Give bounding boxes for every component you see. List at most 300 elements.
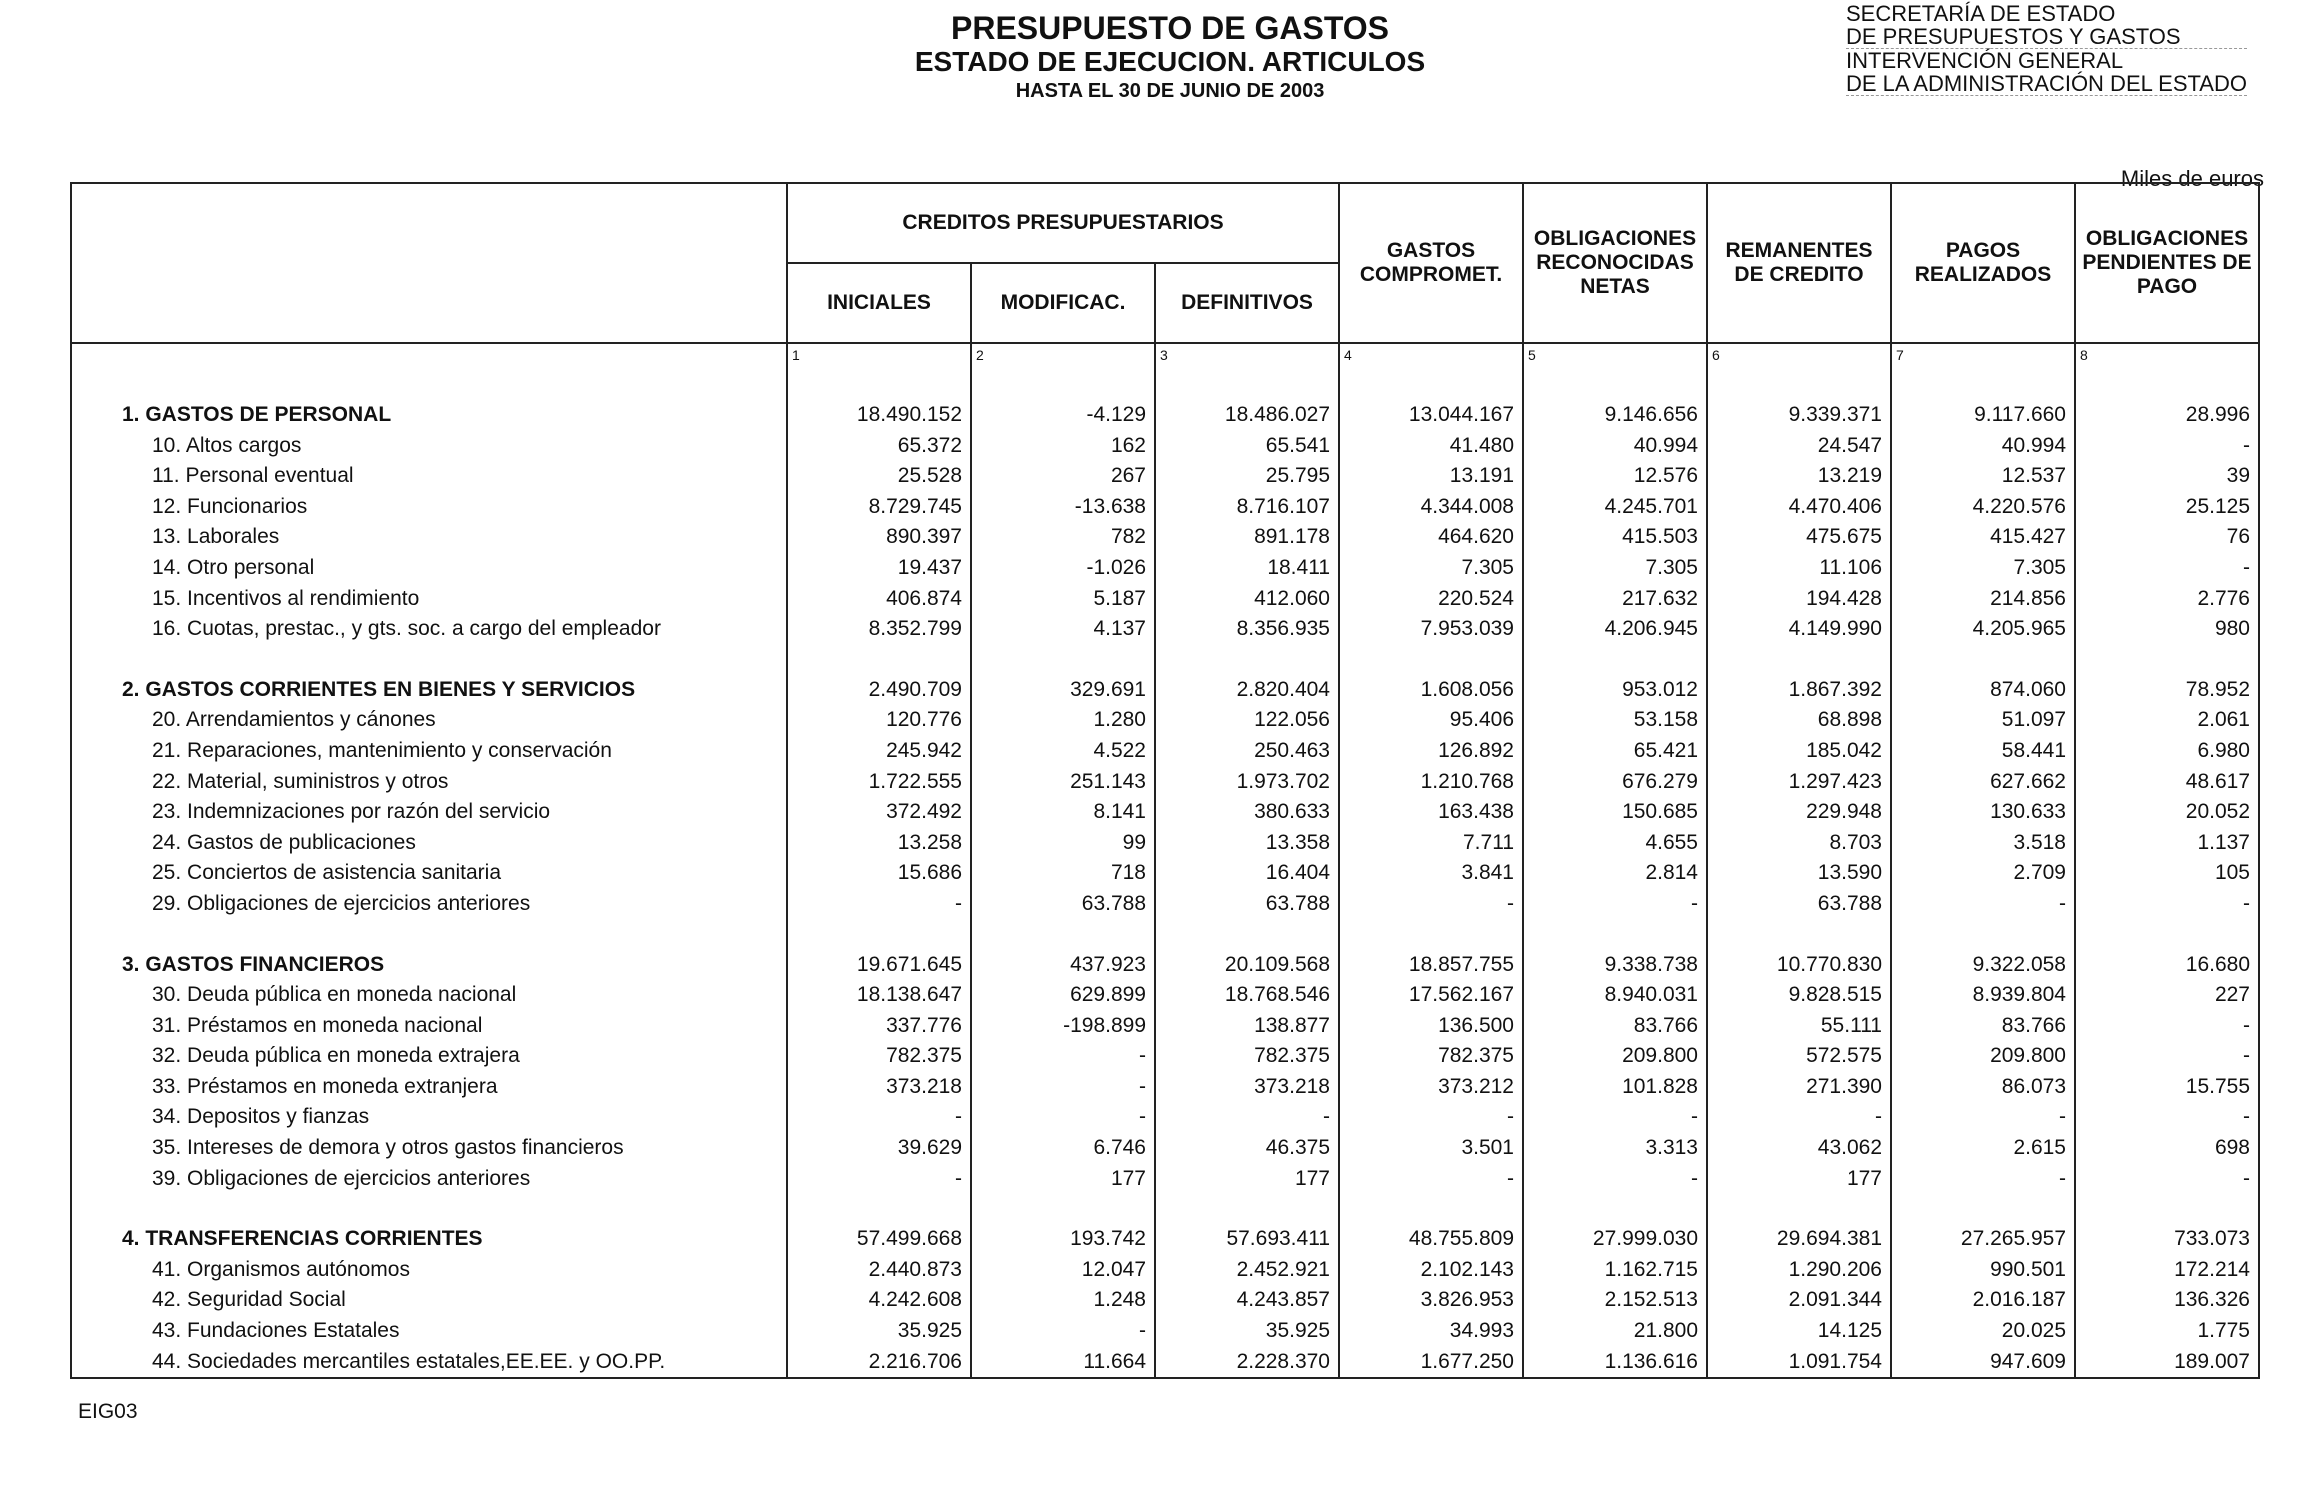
org-line-4: DE LA ADMINISTRACIÓN DEL ESTADO [1846, 71, 2247, 96]
article-label: 25. Conciertos de asistencia sanitaria [71, 858, 787, 889]
gastos-compromet-cell: 7.953.039 [1339, 614, 1523, 645]
pagos-cell: - [1891, 1164, 2075, 1195]
remanentes-cell: 4.470.406 [1707, 492, 1891, 523]
obligaciones-netas-cell: 21.800 [1523, 1316, 1707, 1347]
modificac-cell: 5.187 [971, 584, 1155, 615]
article-row [71, 705, 2259, 736]
org-line-1: SECRETARÍA DE ESTADO [1846, 1, 2116, 26]
obligaciones-netas-cell: 7.305 [1523, 553, 1707, 584]
remanentes-cell: 1.867.392 [1707, 675, 1891, 706]
article-row [71, 461, 2259, 492]
pagos-cell: 51.097 [1891, 705, 2075, 736]
pendientes-cell: - [2075, 1102, 2259, 1133]
remanentes-cell: 11.106 [1707, 553, 1891, 584]
definitivos-cell: 412.060 [1155, 584, 1339, 615]
column-index: 8 [2075, 343, 2259, 374]
definitivos-cell: 373.218 [1155, 1072, 1339, 1103]
definitivos-cell: 63.788 [1155, 889, 1339, 920]
obligaciones-netas-cell: 8.940.031 [1523, 980, 1707, 1011]
article-row [71, 767, 2259, 798]
gastos-compromet-cell: - [1339, 1164, 1523, 1195]
article-label: 35. Intereses de demora y otros gastos financieros [71, 1133, 787, 1164]
modificac-cell: 99 [971, 828, 1155, 859]
obligaciones-netas-cell: 65.421 [1523, 736, 1707, 767]
remanentes-cell: 2.091.344 [1707, 1285, 1891, 1316]
pagos-cell: 2.709 [1891, 858, 2075, 889]
remanentes-cell: 1.091.754 [1707, 1347, 1891, 1379]
remanentes-header: REMANENTES DE CREDITO [1707, 183, 1891, 343]
gastos-compromet-header: GASTOS COMPROMET. [1339, 183, 1523, 343]
pendientes-cell: 39 [2075, 461, 2259, 492]
obligaciones-netas-cell: 83.766 [1523, 1011, 1707, 1042]
definitivos-cell: - [1155, 1102, 1339, 1133]
gap-row [71, 1194, 2259, 1224]
gastos-compromet-cell: 1.608.056 [1339, 675, 1523, 706]
article-row [71, 828, 2259, 859]
pagos-cell: 9.322.058 [1891, 950, 2075, 981]
report-date: HASTA EL 30 DE JUNIO DE 2003 [1015, 80, 1325, 102]
definitivos-cell: 13.358 [1155, 828, 1339, 859]
gastos-compromet-cell: 17.562.167 [1339, 980, 1523, 1011]
definitivos-cell: 782.375 [1155, 1041, 1339, 1072]
column-index-row [71, 343, 2259, 374]
pendientes-cell: 733.073 [2075, 1224, 2259, 1255]
obligaciones-netas-cell: 150.685 [1523, 797, 1707, 828]
modificac-cell: 1.280 [971, 705, 1155, 736]
article-row [71, 1011, 2259, 1042]
pagos-cell: 86.073 [1891, 1072, 2075, 1103]
gastos-compromet-cell: 3.841 [1339, 858, 1523, 889]
column-index: 5 [1523, 343, 1707, 374]
obligaciones-netas-cell: 4.206.945 [1523, 614, 1707, 645]
iniciales-cell: 1.722.555 [787, 767, 971, 798]
iniciales-cell: 19.437 [787, 553, 971, 584]
definitivos-cell: 20.109.568 [1155, 950, 1339, 981]
remanentes-cell: 29.694.381 [1707, 1224, 1891, 1255]
iniciales-cell: 890.397 [787, 522, 971, 553]
pagos-cell: 8.939.804 [1891, 980, 2075, 1011]
article-label: 42. Seguridad Social [71, 1285, 787, 1316]
pagos-cell: 209.800 [1891, 1041, 2075, 1072]
definitivos-cell: 35.925 [1155, 1316, 1339, 1347]
pagos-cell: 12.537 [1891, 461, 2075, 492]
article-row [71, 736, 2259, 767]
iniciales-cell: - [787, 1164, 971, 1195]
modificac-cell: - [971, 1072, 1155, 1103]
article-row [71, 553, 2259, 584]
article-label: 43. Fundaciones Estatales [71, 1316, 787, 1347]
gastos-compromet-cell: 7.305 [1339, 553, 1523, 584]
pagos-cell: 214.856 [1891, 584, 2075, 615]
gastos-compromet-cell: 4.344.008 [1339, 492, 1523, 523]
pendientes-cell: - [2075, 1011, 2259, 1042]
units-label: Miles de euros [2120, 166, 2264, 191]
chapter-label: 3. GASTOS FINANCIEROS [71, 950, 787, 981]
article-row [71, 1102, 2259, 1133]
column-index: 2 [971, 343, 1155, 374]
obligaciones-netas-cell: 415.503 [1523, 522, 1707, 553]
article-label: 22. Material, suministros y otros [71, 767, 787, 798]
iniciales-cell: 25.528 [787, 461, 971, 492]
remanentes-cell: - [1707, 1102, 1891, 1133]
article-label: 30. Deuda pública en moneda nacional [71, 980, 787, 1011]
gastos-compromet-cell: 373.212 [1339, 1072, 1523, 1103]
chapter-label: 1. GASTOS DE PERSONAL [71, 400, 787, 431]
pendientes-cell: 227 [2075, 980, 2259, 1011]
iniciales-cell: 35.925 [787, 1316, 971, 1347]
pendientes-cell: 20.052 [2075, 797, 2259, 828]
gastos-compromet-cell: 48.755.809 [1339, 1224, 1523, 1255]
gastos-compromet-cell: 136.500 [1339, 1011, 1523, 1042]
remanentes-cell: 68.898 [1707, 705, 1891, 736]
pagos-cell: 415.427 [1891, 522, 2075, 553]
remanentes-cell: 24.547 [1707, 431, 1891, 462]
remanentes-cell: 10.770.830 [1707, 950, 1891, 981]
modificac-cell: 193.742 [971, 1224, 1155, 1255]
chapter-row [71, 400, 2259, 431]
pagos-cell: 4.220.576 [1891, 492, 2075, 523]
pagos-cell: - [1891, 889, 2075, 920]
article-row [71, 431, 2259, 462]
definitivos-cell: 122.056 [1155, 705, 1339, 736]
modificac-cell: 12.047 [971, 1255, 1155, 1286]
iniciales-cell: 4.242.608 [787, 1285, 971, 1316]
modificac-cell: 782 [971, 522, 1155, 553]
definitivos-cell: 380.633 [1155, 797, 1339, 828]
article-row [71, 889, 2259, 920]
remanentes-cell: 185.042 [1707, 736, 1891, 767]
article-label: 12. Funcionarios [71, 492, 787, 523]
pendientes-cell: 698 [2075, 1133, 2259, 1164]
organization-block [1846, 2, 2247, 96]
remanentes-cell: 9.339.371 [1707, 400, 1891, 431]
remanentes-cell: 229.948 [1707, 797, 1891, 828]
iniciales-cell: 18.138.647 [787, 980, 971, 1011]
budget-table [70, 182, 2260, 1379]
pendientes-cell: 48.617 [2075, 767, 2259, 798]
article-label: 21. Reparaciones, mantenimiento y conservación [71, 736, 787, 767]
remanentes-cell: 14.125 [1707, 1316, 1891, 1347]
obligaciones-netas-cell: 27.999.030 [1523, 1224, 1707, 1255]
article-row [71, 1164, 2259, 1195]
article-label: 23. Indemnizaciones por razón del servicio [71, 797, 787, 828]
pagos-header: PAGOS REALIZADOS [1891, 183, 2075, 343]
chapter-row [71, 675, 2259, 706]
modificac-cell: 718 [971, 858, 1155, 889]
pendientes-cell: 105 [2075, 858, 2259, 889]
pagos-cell: 130.633 [1891, 797, 2075, 828]
obligaciones-netas-cell: 9.146.656 [1523, 400, 1707, 431]
article-row [71, 1041, 2259, 1072]
iniciales-cell: 8.352.799 [787, 614, 971, 645]
budget-body [71, 343, 2259, 1378]
pendientes-cell: 15.755 [2075, 1072, 2259, 1103]
obligaciones-netas-cell: 9.338.738 [1523, 950, 1707, 981]
obligaciones-netas-cell: 101.828 [1523, 1072, 1707, 1103]
pendientes-cell: 2.776 [2075, 584, 2259, 615]
article-label: 20. Arrendamientos y cánones [71, 705, 787, 736]
obligaciones-netas-cell: 12.576 [1523, 461, 1707, 492]
article-label: 31. Préstamos en moneda nacional [71, 1011, 787, 1042]
obligaciones-netas-cell: 1.162.715 [1523, 1255, 1707, 1286]
definitivos-cell: 4.243.857 [1155, 1285, 1339, 1316]
pagos-cell: 40.994 [1891, 431, 2075, 462]
remanentes-cell: 271.390 [1707, 1072, 1891, 1103]
modificac-cell: 267 [971, 461, 1155, 492]
definitivos-header: DEFINITIVOS [1155, 263, 1339, 343]
chapter-label: 4. TRANSFERENCIAS CORRIENTES [71, 1224, 787, 1255]
pagos-cell: 2.016.187 [1891, 1285, 2075, 1316]
article-row [71, 980, 2259, 1011]
definitivos-cell: 57.693.411 [1155, 1224, 1339, 1255]
article-label: 24. Gastos de publicaciones [71, 828, 787, 859]
chapter-row [71, 950, 2259, 981]
report-title: PRESUPUESTO DE GASTOS [950, 10, 1390, 46]
modificac-cell: -4.129 [971, 400, 1155, 431]
remanentes-cell: 194.428 [1707, 584, 1891, 615]
remanentes-cell: 8.703 [1707, 828, 1891, 859]
pagos-cell: 4.205.965 [1891, 614, 2075, 645]
index-blank [71, 343, 787, 374]
modificac-cell: 251.143 [971, 767, 1155, 798]
pagos-cell: 3.518 [1891, 828, 2075, 859]
definitivos-cell: 2.820.404 [1155, 675, 1339, 706]
spacer-row [71, 374, 2259, 400]
gastos-compromet-cell: 1.677.250 [1339, 1347, 1523, 1379]
modificac-cell: - [971, 1102, 1155, 1133]
article-row [71, 614, 2259, 645]
gastos-compromet-cell: 41.480 [1339, 431, 1523, 462]
pendientes-cell: - [2075, 889, 2259, 920]
pagos-cell: 83.766 [1891, 1011, 2075, 1042]
pagos-cell: 947.609 [1891, 1347, 2075, 1379]
modificac-cell: - [971, 1316, 1155, 1347]
pendientes-cell: - [2075, 553, 2259, 584]
gap-row [71, 645, 2259, 675]
pagos-cell: 20.025 [1891, 1316, 2075, 1347]
modificac-cell: 11.664 [971, 1347, 1155, 1379]
iniciales-cell: 373.218 [787, 1072, 971, 1103]
pendientes-cell: 2.061 [2075, 705, 2259, 736]
pagos-cell: 2.615 [1891, 1133, 2075, 1164]
gastos-compromet-cell: 2.102.143 [1339, 1255, 1523, 1286]
article-label: 14. Otro personal [71, 553, 787, 584]
iniciales-cell: 245.942 [787, 736, 971, 767]
modificac-cell: 63.788 [971, 889, 1155, 920]
pendientes-cell: 16.680 [2075, 950, 2259, 981]
definitivos-cell: 16.404 [1155, 858, 1339, 889]
gastos-compromet-cell: 18.857.755 [1339, 950, 1523, 981]
gap-row [71, 920, 2259, 950]
article-label: 13. Laborales [71, 522, 787, 553]
obligaciones-netas-cell: 3.313 [1523, 1133, 1707, 1164]
article-row [71, 1072, 2259, 1103]
pendientes-cell: 25.125 [2075, 492, 2259, 523]
pendientes-cell: 136.326 [2075, 1285, 2259, 1316]
definitivos-cell: 46.375 [1155, 1133, 1339, 1164]
obligaciones-netas-cell: 209.800 [1523, 1041, 1707, 1072]
iniciales-cell: 2.216.706 [787, 1347, 971, 1379]
iniciales-cell: 2.440.873 [787, 1255, 971, 1286]
definitivos-cell: 1.973.702 [1155, 767, 1339, 798]
iniciales-cell: - [787, 889, 971, 920]
iniciales-cell: 782.375 [787, 1041, 971, 1072]
article-row [71, 1133, 2259, 1164]
obligaciones-netas-cell: 953.012 [1523, 675, 1707, 706]
definitivos-cell: 65.541 [1155, 431, 1339, 462]
article-label: 29. Obligaciones de ejercicios anteriores [71, 889, 787, 920]
article-label: 11. Personal eventual [71, 461, 787, 492]
obligaciones-netas-cell: 40.994 [1523, 431, 1707, 462]
pendientes-cell: 6.980 [2075, 736, 2259, 767]
iniciales-cell: 65.372 [787, 431, 971, 462]
pendientes-cell: 172.214 [2075, 1255, 2259, 1286]
pagos-cell: 27.265.957 [1891, 1224, 2075, 1255]
remanentes-cell: 63.788 [1707, 889, 1891, 920]
article-label: 41. Organismos autónomos [71, 1255, 787, 1286]
modificac-cell: 437.923 [971, 950, 1155, 981]
report-title-block [880, 10, 1460, 104]
obligaciones-netas-cell: 4.245.701 [1523, 492, 1707, 523]
article-label: 39. Obligaciones de ejercicios anteriores [71, 1164, 787, 1195]
org-line-2: DE PRESUPUESTOS Y GASTOS [1846, 25, 2247, 49]
modificac-cell: -1.026 [971, 553, 1155, 584]
gastos-compromet-cell: 3.501 [1339, 1133, 1523, 1164]
gastos-compromet-cell: 7.711 [1339, 828, 1523, 859]
obligaciones-netas-cell: 4.655 [1523, 828, 1707, 859]
gastos-compromet-cell: 1.210.768 [1339, 767, 1523, 798]
remanentes-cell: 13.590 [1707, 858, 1891, 889]
pendientes-cell: 189.007 [2075, 1347, 2259, 1379]
modificac-header: MODIFICAC. [971, 263, 1155, 343]
pagos-cell: 7.305 [1891, 553, 2075, 584]
iniciales-cell: 18.490.152 [787, 400, 971, 431]
article-label: 10. Altos cargos [71, 431, 787, 462]
gastos-compromet-cell: 782.375 [1339, 1041, 1523, 1072]
remanentes-cell: 55.111 [1707, 1011, 1891, 1042]
definitivos-cell: 250.463 [1155, 736, 1339, 767]
gastos-compromet-cell: 95.406 [1339, 705, 1523, 736]
obligaciones-netas-header: OBLIGACIONES RECONOCIDAS NETAS [1523, 183, 1707, 343]
obligaciones-netas-cell: 2.814 [1523, 858, 1707, 889]
pendientes-header: OBLIGACIONES PENDIENTES DE PAGO [2075, 183, 2259, 343]
modificac-cell: 4.137 [971, 614, 1155, 645]
pagos-cell: 874.060 [1891, 675, 2075, 706]
iniciales-cell: 372.492 [787, 797, 971, 828]
pagos-cell: 9.117.660 [1891, 400, 2075, 431]
pendientes-cell: - [2075, 1164, 2259, 1195]
obligaciones-netas-cell: 676.279 [1523, 767, 1707, 798]
iniciales-cell: 19.671.645 [787, 950, 971, 981]
definitivos-cell: 8.356.935 [1155, 614, 1339, 645]
iniciales-cell: 406.874 [787, 584, 971, 615]
iniciales-cell: 2.490.709 [787, 675, 971, 706]
definitivos-cell: 891.178 [1155, 522, 1339, 553]
remanentes-cell: 572.575 [1707, 1041, 1891, 1072]
column-index: 6 [1707, 343, 1891, 374]
definitivos-cell: 138.877 [1155, 1011, 1339, 1042]
pendientes-cell: 78.952 [2075, 675, 2259, 706]
modificac-cell: 329.691 [971, 675, 1155, 706]
definitivos-cell: 2.452.921 [1155, 1255, 1339, 1286]
remanentes-cell: 475.675 [1707, 522, 1891, 553]
modificac-cell: - [971, 1041, 1155, 1072]
remanentes-cell: 1.297.423 [1707, 767, 1891, 798]
remanentes-cell: 4.149.990 [1707, 614, 1891, 645]
article-row [71, 1316, 2259, 1347]
definitivos-cell: 18.411 [1155, 553, 1339, 584]
iniciales-cell: 13.258 [787, 828, 971, 859]
article-label: 34. Depositos y fianzas [71, 1102, 787, 1133]
gastos-compromet-cell: 13.191 [1339, 461, 1523, 492]
report-subtitle: ESTADO DE EJECUCION. ARTICULOS [914, 46, 1426, 77]
iniciales-cell: 15.686 [787, 858, 971, 889]
pagos-cell: 58.441 [1891, 736, 2075, 767]
column-index: 4 [1339, 343, 1523, 374]
iniciales-cell: 337.776 [787, 1011, 971, 1042]
iniciales-cell: - [787, 1102, 971, 1133]
article-label: 16. Cuotas, prestac., y gts. soc. a cargo del empleador [71, 614, 787, 645]
article-row [71, 858, 2259, 889]
article-row [71, 522, 2259, 553]
obligaciones-netas-cell: 1.136.616 [1523, 1347, 1707, 1379]
pendientes-cell: 1.137 [2075, 828, 2259, 859]
pagos-cell: 627.662 [1891, 767, 2075, 798]
iniciales-cell: 8.729.745 [787, 492, 971, 523]
article-label: 32. Deuda pública en moneda extrajera [71, 1041, 787, 1072]
article-row [71, 584, 2259, 615]
obligaciones-netas-cell: - [1523, 889, 1707, 920]
gastos-compromet-cell: 13.044.167 [1339, 400, 1523, 431]
gastos-compromet-cell: 464.620 [1339, 522, 1523, 553]
pendientes-cell: 980 [2075, 614, 2259, 645]
iniciales-header: INICIALES [787, 263, 971, 343]
definitivos-cell: 2.228.370 [1155, 1347, 1339, 1379]
modificac-cell: 8.141 [971, 797, 1155, 828]
iniciales-cell: 57.499.668 [787, 1224, 971, 1255]
creditos-group-header: CREDITOS PRESUPUESTARIOS [787, 183, 1339, 263]
definitivos-cell: 177 [1155, 1164, 1339, 1195]
remanentes-cell: 13.219 [1707, 461, 1891, 492]
article-row [71, 1285, 2259, 1316]
chapter-label: 2. GASTOS CORRIENTES EN BIENES Y SERVICIOS [71, 675, 787, 706]
pendientes-cell: - [2075, 431, 2259, 462]
modificac-cell: -198.899 [971, 1011, 1155, 1042]
remanentes-cell: 43.062 [1707, 1133, 1891, 1164]
modificac-cell: -13.638 [971, 492, 1155, 523]
article-row [71, 797, 2259, 828]
modificac-cell: 6.746 [971, 1133, 1155, 1164]
obligaciones-netas-cell: 53.158 [1523, 705, 1707, 736]
pagos-cell: - [1891, 1102, 2075, 1133]
modificac-cell: 629.899 [971, 980, 1155, 1011]
obligaciones-netas-cell: 2.152.513 [1523, 1285, 1707, 1316]
chapter-row [71, 1224, 2259, 1255]
pendientes-cell: - [2075, 1041, 2259, 1072]
pendientes-cell: 28.996 [2075, 400, 2259, 431]
iniciales-cell: 39.629 [787, 1133, 971, 1164]
remanentes-cell: 177 [1707, 1164, 1891, 1195]
article-label: 33. Préstamos en moneda extranjera [71, 1072, 787, 1103]
gastos-compromet-cell: 3.826.953 [1339, 1285, 1523, 1316]
pagos-cell: 990.501 [1891, 1255, 2075, 1286]
modificac-cell: 162 [971, 431, 1155, 462]
column-index: 3 [1155, 343, 1339, 374]
definitivos-cell: 25.795 [1155, 461, 1339, 492]
article-row [71, 492, 2259, 523]
gastos-compromet-cell: 163.438 [1339, 797, 1523, 828]
pendientes-cell: 1.775 [2075, 1316, 2259, 1347]
